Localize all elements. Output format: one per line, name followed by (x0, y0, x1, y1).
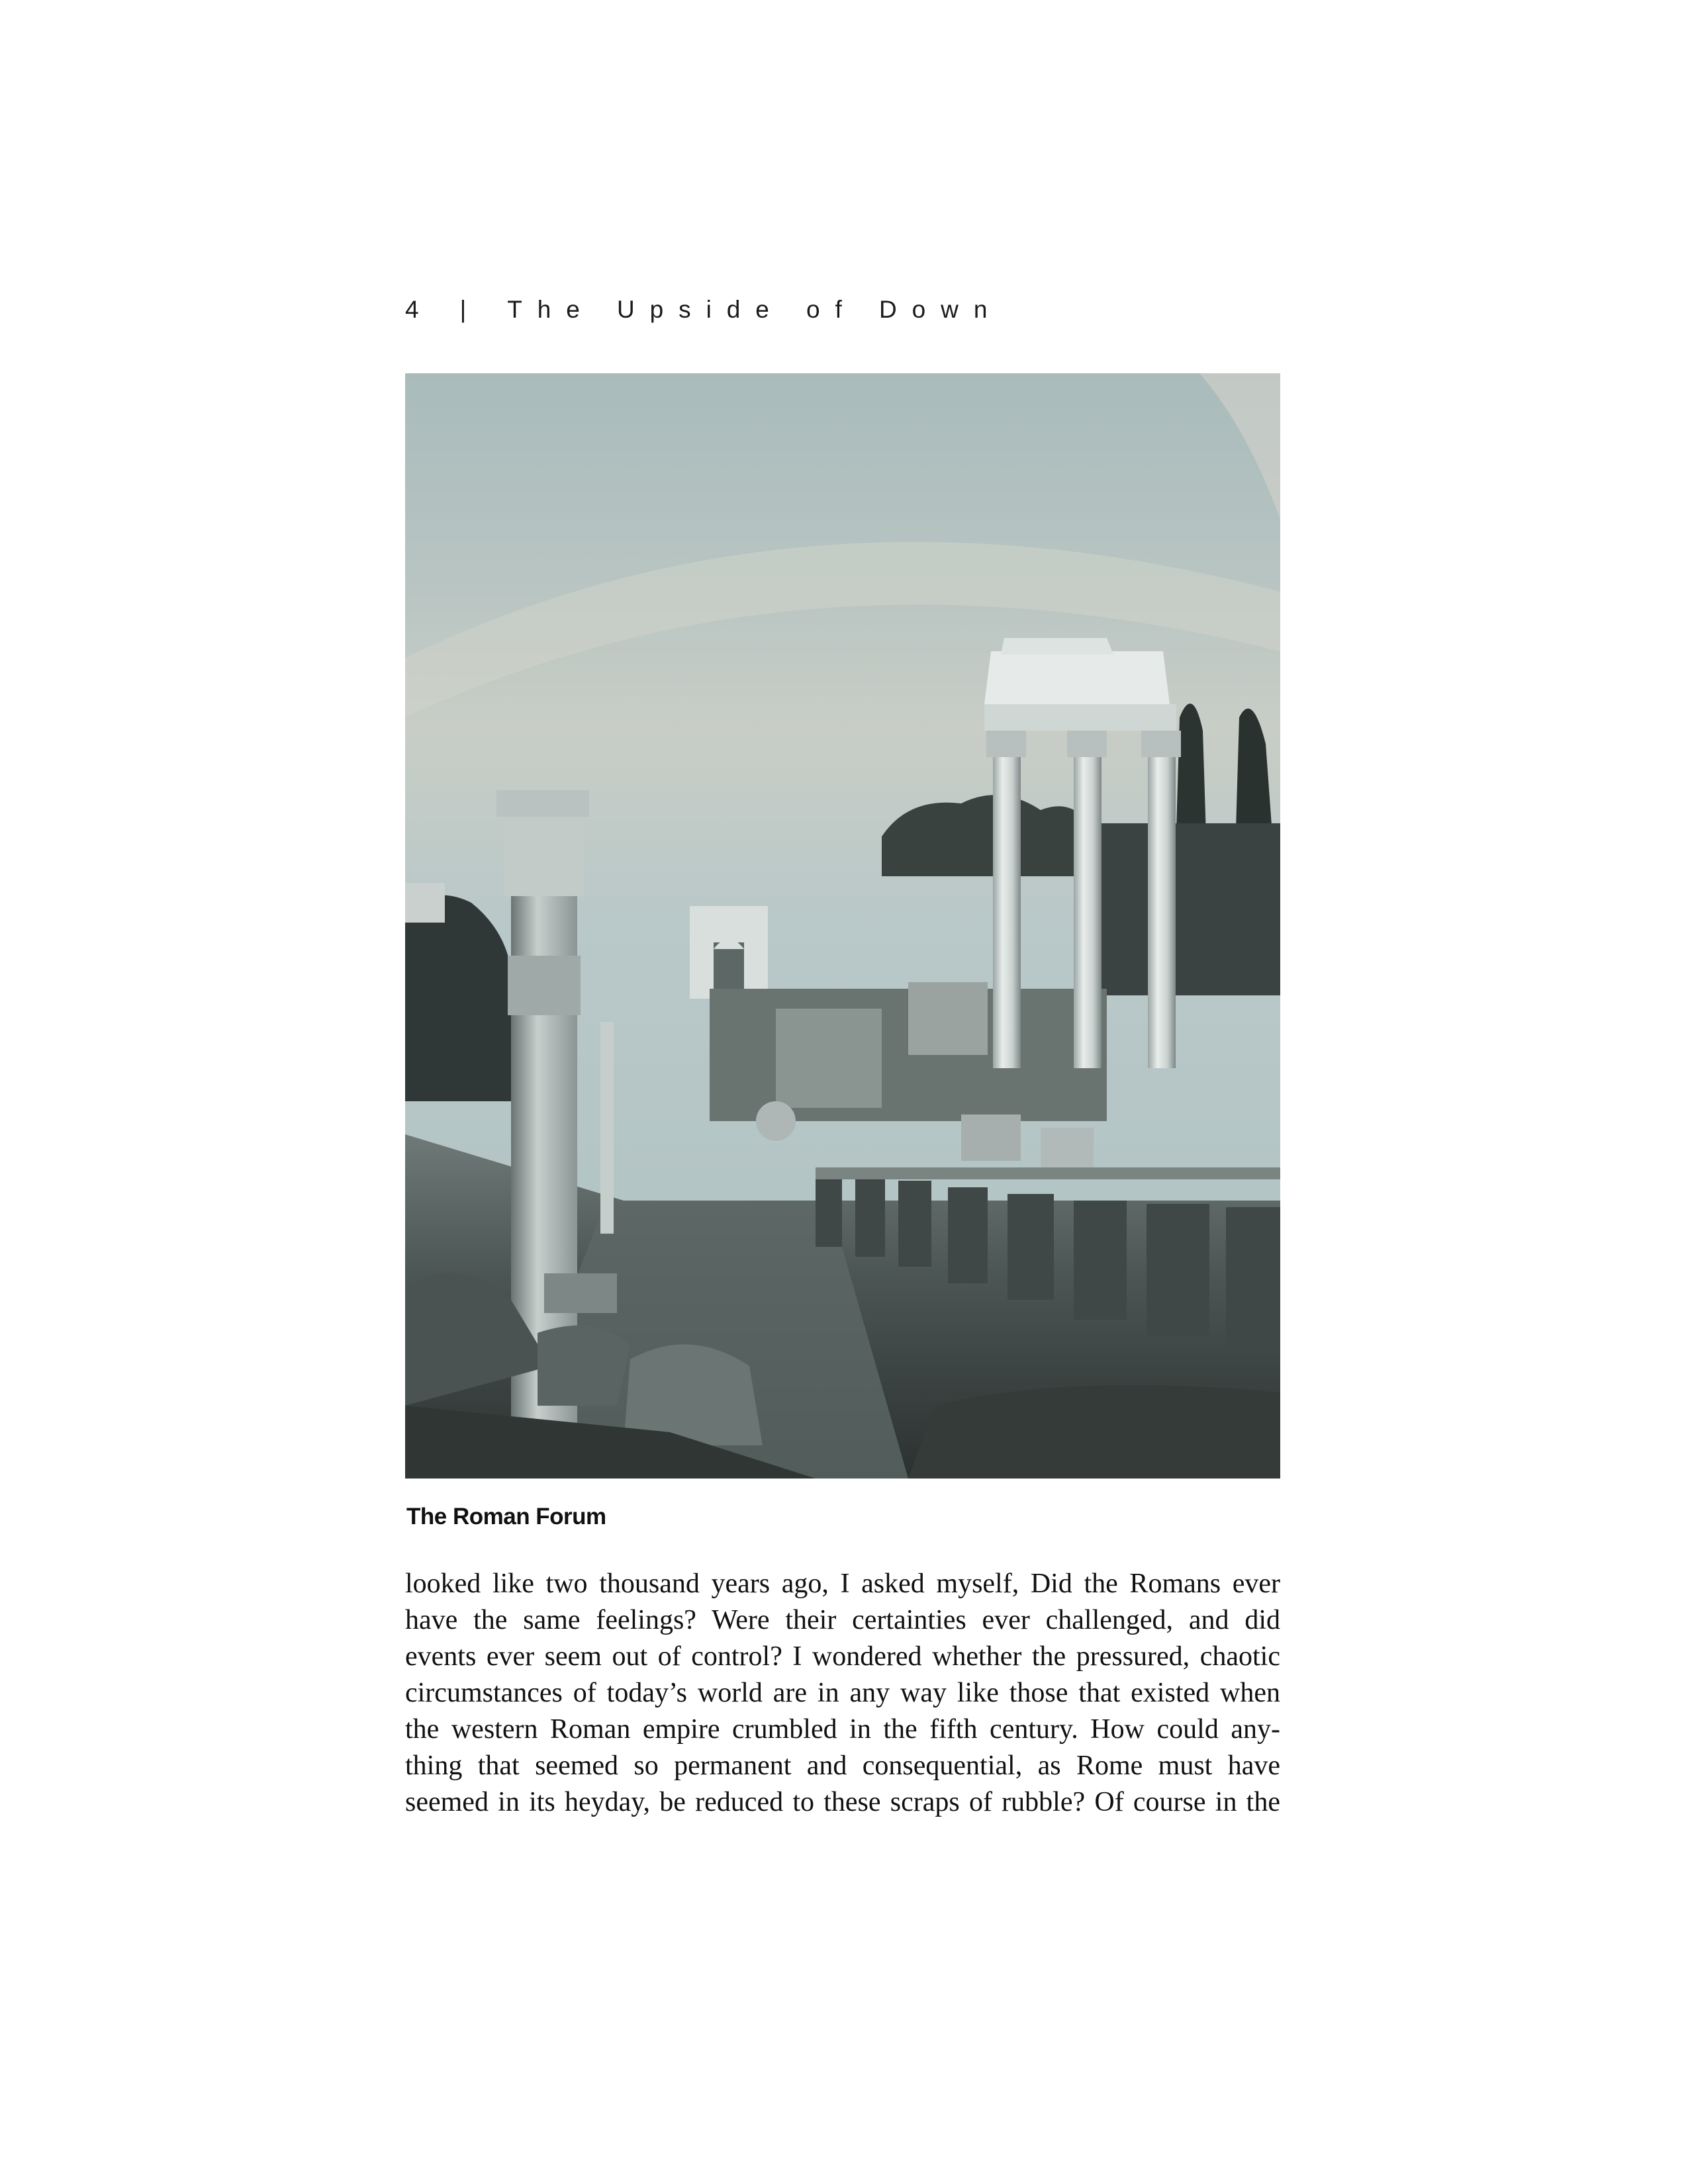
pillar-tops (816, 1167, 1280, 1179)
text-line: thing that seemed so permanent and consequential, as Rome must have (405, 1751, 1280, 1781)
roman-forum-photo (405, 373, 1280, 1479)
temple-columns (984, 638, 1181, 1068)
text-line: looked like two thousand years ago, I asked myself, Did the Romans ever (405, 1569, 1280, 1599)
hill-right (1094, 823, 1280, 995)
ruins-block (908, 982, 988, 1055)
text-line: seemed in its heyday, be reduced to these scraps of rubble? Of course in the (405, 1787, 1280, 1817)
body-paragraph (405, 1566, 1280, 1821)
arch-of-titus (690, 906, 768, 999)
building-left (405, 883, 445, 923)
book-title: The Upside of Down (507, 296, 1003, 323)
text-line: have the same feelings? Were their certainties ever challenged, and did (405, 1605, 1280, 1635)
ruins-mid-wall (776, 1009, 882, 1108)
text-line: circumstances of today’s world are in any way like those that existed when (405, 1678, 1280, 1708)
text-line: events ever seem out of control? I wondered whether the pressured, chaotic (405, 1641, 1280, 1672)
running-head-separator: | (459, 296, 467, 323)
figure-caption: The Roman Forum (406, 1504, 606, 1529)
running-head (405, 290, 1002, 330)
text-line: the western Roman empire crumbled in the fifth century. How could any- (405, 1714, 1280, 1745)
thin-column (600, 1022, 614, 1234)
page-number: 4 (405, 296, 419, 323)
